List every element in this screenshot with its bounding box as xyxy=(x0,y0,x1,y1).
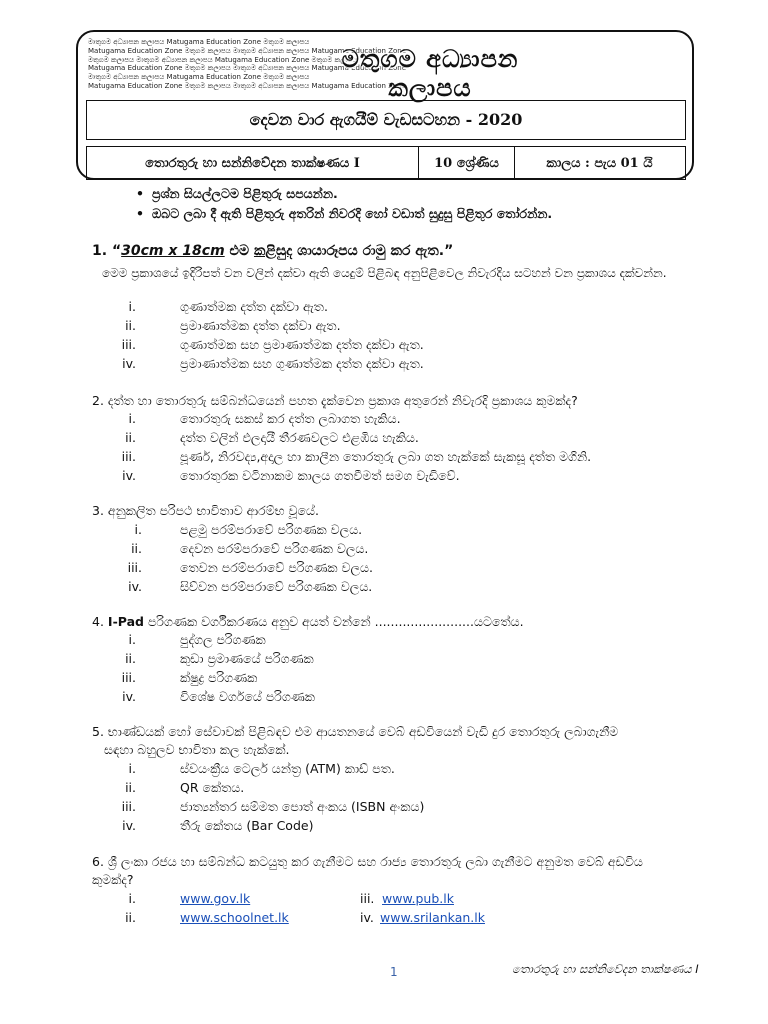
watermark-line: Matugama Education Zone මතුගම කලාපය මාතුගම අධ්‍යාපන කලාපය Matugama Education Zone xyxy=(88,64,407,73)
question-body: අනුකලිත පරිපථ භාවිතාව ආරම්භ වූයේ. xyxy=(107,503,319,518)
question-1-stem xyxy=(92,243,453,259)
subject-row xyxy=(86,146,686,180)
question-body: දත්ත හා තොරතුරු සම්බන්ධයෙන් පහත දැක්වෙන ප්‍රකාශ අතුරෙන් නිවැරදි ප්‍රකාශය කුමක්ද? xyxy=(107,393,578,408)
option-number: iii. xyxy=(121,670,136,685)
stem-part: “ xyxy=(111,243,122,259)
answer-option xyxy=(112,909,289,927)
option-number: ii. xyxy=(131,541,142,556)
answer-option xyxy=(112,760,672,778)
option-number: iii. xyxy=(360,891,375,906)
answer-option xyxy=(118,578,678,596)
answer-option xyxy=(112,317,672,335)
website-link[interactable]: www.schoolnet.lk xyxy=(180,910,289,925)
answer-option xyxy=(112,298,672,316)
answer-option xyxy=(112,336,672,354)
bullet-icon: • xyxy=(136,186,144,201)
watermark-line: මාතුගම අධ්‍යාපන කලාපය Matugama Education Zone මතුගම කලාපය xyxy=(88,73,310,82)
stem-measure: 30cm x 18cm xyxy=(121,243,225,259)
question-number: 6. xyxy=(92,854,104,869)
option-number: iii. xyxy=(121,799,136,814)
option-text: ක්ෂුද්‍ර පරිගණක xyxy=(180,670,258,685)
option-number: iii. xyxy=(121,337,136,352)
time-cell xyxy=(515,147,684,179)
question-number: 1. xyxy=(92,243,108,259)
instruction-item xyxy=(136,186,338,202)
website-link[interactable]: www.gov.lk xyxy=(180,891,251,906)
watermark-line: Matugama Education Zone මතුගම කලාපය මාතුගම අධ්‍යාපන කලාපය Matugama Education Zone xyxy=(88,81,407,90)
question-number: 4. xyxy=(92,614,104,629)
option-text: කුඩා ප්‍රමාණයේ පරිගණක xyxy=(180,651,314,666)
website-link[interactable]: www.pub.lk xyxy=(382,891,454,906)
instruction-text: ප්‍රශ්න සියල්ලටම පිළිතුරු සපයන්න. xyxy=(152,186,338,201)
option-text: විශේෂ වර්ගයේ පරිගණක xyxy=(180,689,315,704)
option-number: ii. xyxy=(125,430,136,445)
answer-option xyxy=(112,448,672,466)
question-5-text xyxy=(92,723,712,741)
question-number: 2. xyxy=(92,393,104,408)
option-number: ii. xyxy=(125,910,136,925)
option-number: ii. xyxy=(125,780,136,795)
option-number: iv. xyxy=(122,356,136,371)
option-number: iv. xyxy=(122,818,136,833)
option-number: i. xyxy=(128,299,136,314)
option-text: පූර්ණ, නිරවද්‍ය,අදාල හා කාලීන තොරතුරු ලබා ගත හැක්කේ සැකසූ දත්ත මගිනි. xyxy=(180,449,592,464)
question-6-text xyxy=(92,853,712,871)
question-prefix: I-Pad xyxy=(107,614,144,629)
subject-cell xyxy=(87,147,419,179)
option-number: iv. xyxy=(128,579,142,594)
option-text: දෙවන පරම්පරාවේ පරිගණක වලය. xyxy=(180,541,369,556)
instruction-text: ඔබට ලබා දී ඇති පිළිතුරු අතරින් නිවරදි හෝ වඩාත් සුදුසු පිළිතුර තෝරන්න. xyxy=(152,206,553,221)
option-number: i. xyxy=(134,522,142,537)
question-body: පරිගණක වර්ගීකරණය අනුව අයත් වන්නේ .........................යටතේය. xyxy=(143,614,524,629)
stem-part: එම xyxy=(224,243,254,259)
option-text: ස්වයංක්‍රීය ටෙලර් යන්ත්‍ර (ATM) කාඩ් පත. xyxy=(180,761,395,776)
stem-underlined: කළිසුද xyxy=(253,243,293,259)
option-text: පළමු පරම්පරාවේ පරිගණක වලය. xyxy=(180,522,363,537)
answer-option xyxy=(112,688,672,706)
option-number: iv. xyxy=(122,468,136,483)
option-text: ප්‍රමාණාත්මක සහ ගුණාත්මක දත්ත දක්වා ඇත. xyxy=(180,356,424,371)
question-body: භාණ්ඩයක් හෝ සේවාවක් පිළිබඳව එම ආයතනයේ වෙබ් අඩවියෙන් වැඩි දුර තොරතුරු ලබාගැනීම xyxy=(107,724,619,739)
watermark-line: මාතුගම අධ්‍යාපන කලාපය Matugama Education Zone මතුගම කලාපය xyxy=(88,38,310,46)
exam-title-box xyxy=(86,100,686,140)
answer-option xyxy=(112,429,672,447)
question-6-text-cont: කුමක්ද? xyxy=(92,872,134,887)
answer-option xyxy=(112,669,672,687)
question-4-text xyxy=(92,613,712,631)
answer-option xyxy=(112,355,672,373)
answer-option xyxy=(112,650,672,668)
answer-option xyxy=(112,631,672,649)
answer-option xyxy=(360,890,454,908)
option-text: තොරතුරක වටිනාකම කාලය ගතවීමත් සමග වැඩිවේ. xyxy=(180,468,460,483)
option-number: i. xyxy=(128,891,136,906)
answer-option xyxy=(112,798,672,816)
option-number: iv. xyxy=(122,689,136,704)
option-number: iii. xyxy=(121,449,136,464)
question-3-text xyxy=(92,502,712,520)
answer-option xyxy=(112,467,672,485)
answer-option xyxy=(112,817,672,835)
subject-name: තොරතුරු හා සන්නිවේදන තාක්ෂණය I xyxy=(145,155,360,171)
option-text: තොරතුරු සකස් කර දත්ත ලබාගත හැකිය. xyxy=(180,411,401,426)
option-text: සිව්වන පරම්පරාවේ පරිගණක වලය. xyxy=(180,579,373,594)
answer-option xyxy=(112,410,672,428)
instruction-item xyxy=(136,206,552,222)
bullet-icon: • xyxy=(136,206,144,221)
option-number: i. xyxy=(128,411,136,426)
question-number: 3. xyxy=(92,503,104,518)
option-number: i. xyxy=(128,761,136,776)
question-1-text: මෙම ප්‍රකාශයේ ඉදිරිපත් වන වලින් දක්වා ඇති යෙදුම් පිළිබඳ අනුපිළිවෙල නිවැරදිය සටහන් වන ප්‍රකාශය දක්වන්න. xyxy=(102,266,667,280)
option-text: ගුණාත්මක දත්ත දක්වා ඇත. xyxy=(180,299,328,314)
question-5-text-cont: සඳහා බහුලව භාවිතා කල හැක්කේ. xyxy=(104,742,290,757)
answer-option xyxy=(118,521,678,539)
option-number: ii. xyxy=(125,318,136,333)
option-text: ප්‍රමාණාත්මක දත්ත දක්වා ඇත. xyxy=(180,318,341,333)
option-text: පුද්ගල පරිගණක xyxy=(180,632,266,647)
footer-subject: තොරතුරු හා සන්නිවේදන තාක්ෂණය I xyxy=(512,962,699,976)
grade-label: 10 ශ්‍රේණිය xyxy=(434,155,499,171)
option-number: iii. xyxy=(127,560,142,575)
option-text: තීරු කේතය (Bar Code) xyxy=(180,818,314,833)
question-number: 5. xyxy=(92,724,104,739)
option-number: iv. xyxy=(360,910,374,925)
watermark-line: Matugama Education Zone මතුගම කලාපය මාතුගම අධ්‍යාපන කලාපය Matugama Education Zone xyxy=(88,46,407,55)
page-number: 1 xyxy=(390,965,398,979)
option-number: i. xyxy=(128,632,136,647)
option-text: ජාත්‍යන්තර සම්මත පොත් අංකය (ISBN අංකය) xyxy=(180,799,425,814)
question-2-text xyxy=(92,392,712,410)
option-text: දත්ත වලින් ඵලදායී තීරණවලට එළඹිය හැකිය. xyxy=(180,430,419,445)
option-text: QR කේතය. xyxy=(180,780,245,795)
zone-title: මතුගම අධ්‍යාපන කලාපය xyxy=(341,44,519,102)
question-body: ශ්‍රී ලංකා රජය හා සම්බන්ධ කටයුතු කර ගැනීමට සහ රාජ්‍ය තොරතුරු ලබා ගැනීමට අනුමත වෙබ් අඩවිය xyxy=(107,854,643,869)
answer-option xyxy=(360,909,485,927)
exam-title: දෙවන වාර ඇගයීම් වැඩසටහන - 2020 xyxy=(249,110,523,129)
watermark-line: මතුගම කලාපය මාතුගම අධ්‍යාපන කලාපය Matugama Education Zone මතුගම කලාපය xyxy=(88,55,358,64)
answer-option xyxy=(118,540,678,558)
grade-cell xyxy=(419,147,515,179)
answer-option xyxy=(112,779,672,797)
stem-part: ශායාරූපය රාමු කර ඇත.” xyxy=(292,243,454,259)
option-text: ගුණාත්මක සහ ප්‍රමාණාත්මක දත්ත දක්වා ඇත. xyxy=(180,337,424,352)
answer-option xyxy=(112,890,251,908)
option-number: ii. xyxy=(125,651,136,666)
option-text: තෙවන පරම්පරාවේ පරිගණක වලය. xyxy=(180,560,373,575)
answer-option xyxy=(118,559,678,577)
website-link[interactable]: www.srilankan.lk xyxy=(380,910,485,925)
time-label: කාලය : පැය 01 යි xyxy=(546,155,653,171)
